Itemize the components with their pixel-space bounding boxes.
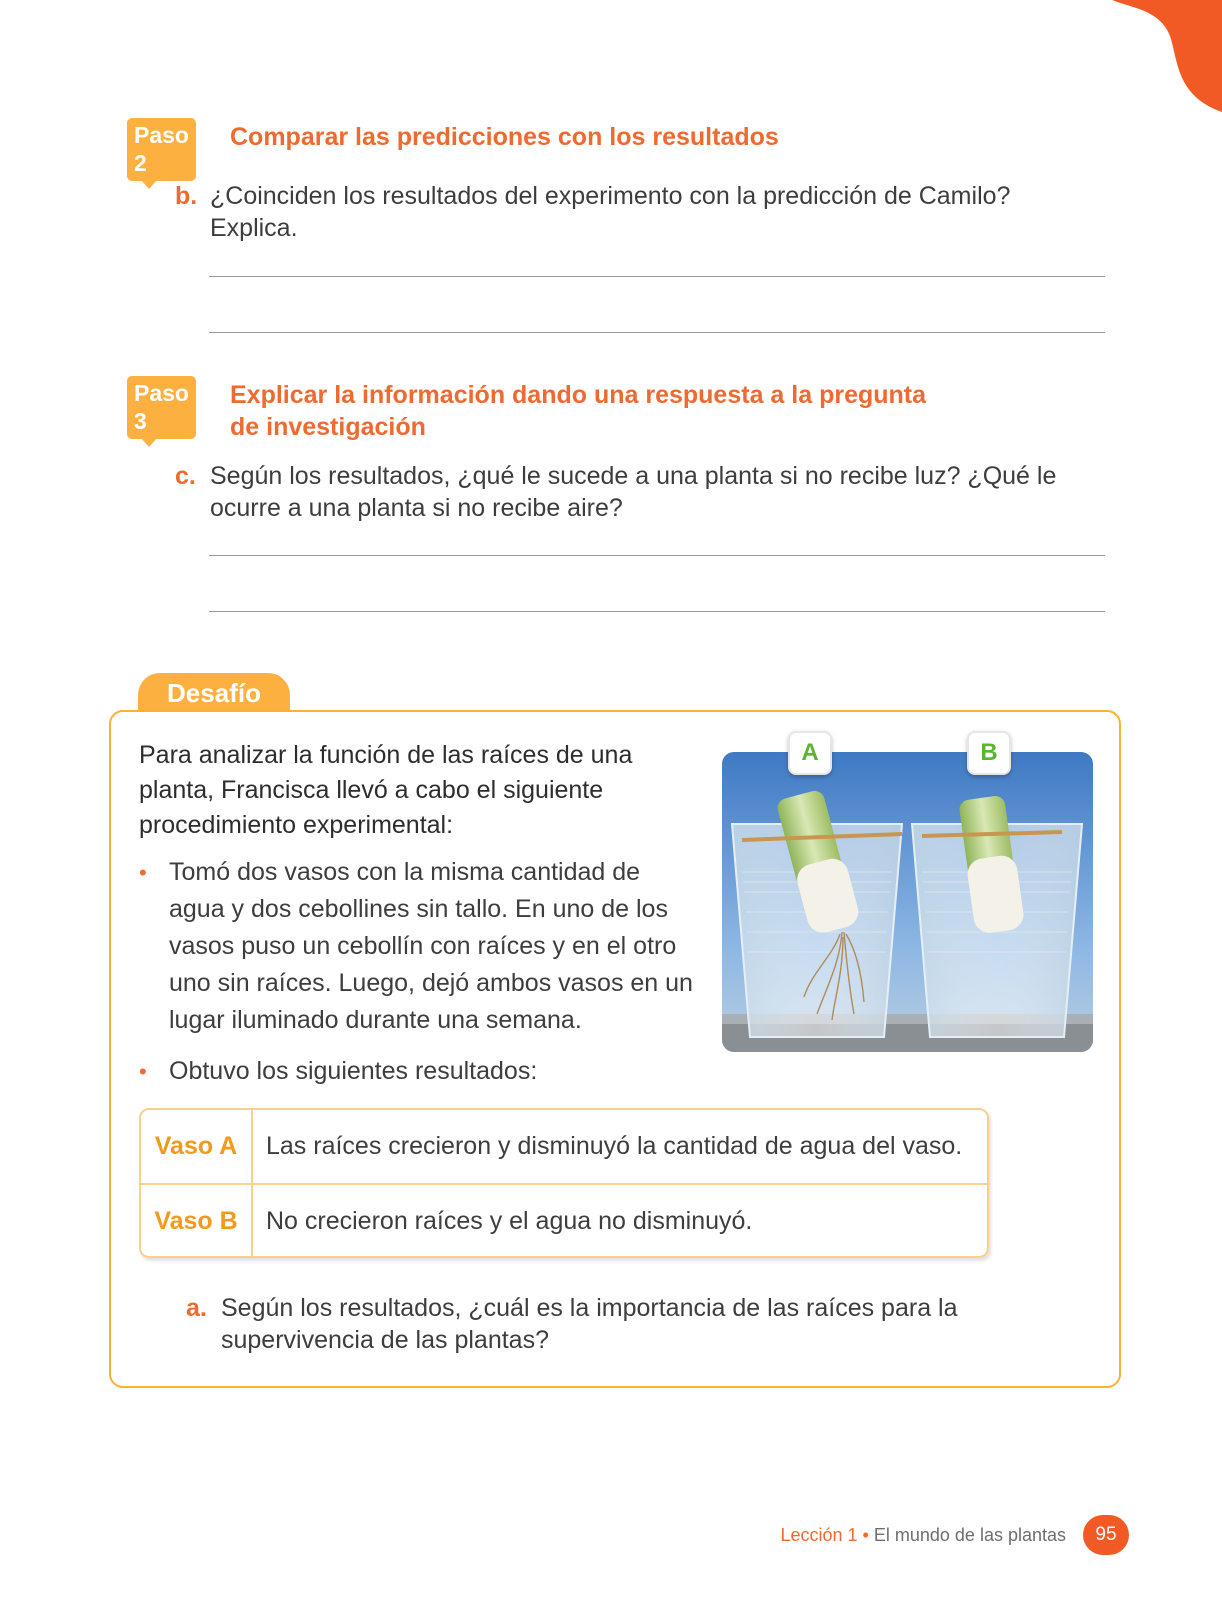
footer-lesson-title: El mundo de las plantas (873, 1525, 1066, 1545)
bullet-text: Obtuvo los siguientes resultados: (169, 1057, 538, 1085)
step-3-title: Explicar la información dando una respuesta a la pregunta de investigación (230, 381, 927, 441)
page-number: 95 (1083, 1515, 1129, 1555)
table-row-header: Vaso B (141, 1185, 253, 1258)
question-b-text: ¿Coinciden los resultados del experimento con la predicción de Camilo? Explica. (210, 182, 1011, 242)
bullet-item (139, 1053, 699, 1090)
bullet-dot-icon: • (139, 860, 147, 885)
bullet-item (139, 854, 699, 1039)
table-row-text: No crecieron raíces y el agua no disminuyó. (266, 1207, 753, 1235)
photo-label-b: B (967, 731, 1011, 775)
desafio-tab: Desafío (138, 673, 290, 711)
question-b-letter: b. (175, 182, 198, 210)
question-c-text: Según los resultados, ¿qué le sucede a una planta si no recibe luz? ¿Qué le ocurre a una planta si no recibe aire? (210, 462, 1057, 522)
cups-illustration (722, 752, 1093, 1052)
answer-line[interactable] (209, 276, 1105, 277)
results-table (139, 1108, 989, 1258)
footer-lesson-number: Lección 1 (780, 1525, 858, 1545)
answer-line[interactable] (209, 332, 1105, 333)
answer-line[interactable] (209, 611, 1105, 612)
question-a-letter: a. (186, 1294, 207, 1322)
step-2-title: Comparar las predicciones con los resultados (230, 123, 779, 151)
footer-lesson (780, 1520, 1066, 1550)
table-row-header: Vaso A (141, 1110, 253, 1183)
question-a-text: Según los resultados, ¿cuál es la importancia de las raíces para la supervivencia de las plantas? (221, 1294, 958, 1354)
question-a (186, 1292, 986, 1356)
table-row (141, 1183, 987, 1258)
question-b (175, 180, 1095, 244)
question-c-letter: c. (175, 462, 196, 490)
table-row-text: Las raíces crecieron y disminuyó la cantidad de agua del vaso. (266, 1132, 963, 1160)
bullet-dot-icon: • (139, 1059, 147, 1084)
footer-separator: • (862, 1525, 869, 1545)
desafio-intro: Para analizar la función de las raíces de una planta, Francisca llevó a cabo el siguiente procedimiento experimental: (139, 741, 633, 839)
experiment-photo (722, 752, 1093, 1052)
table-row (141, 1110, 987, 1183)
answer-line[interactable] (209, 555, 1105, 556)
photo-label-a: A (788, 731, 832, 775)
step-3-badge: Paso 3 (127, 376, 196, 439)
bullet-text: Tomó dos vasos con la misma cantidad de agua y dos cebollines sin tallo. En uno de los vasos puso un cebollín con raíces y en el otro uno sin raíces. Luego, dejó ambos vasos en un lugar iluminado durante una semana. (169, 858, 693, 1034)
corner-decoration (1112, 0, 1222, 115)
question-c (175, 460, 1095, 524)
step-2-badge: Paso 2 (127, 118, 196, 181)
